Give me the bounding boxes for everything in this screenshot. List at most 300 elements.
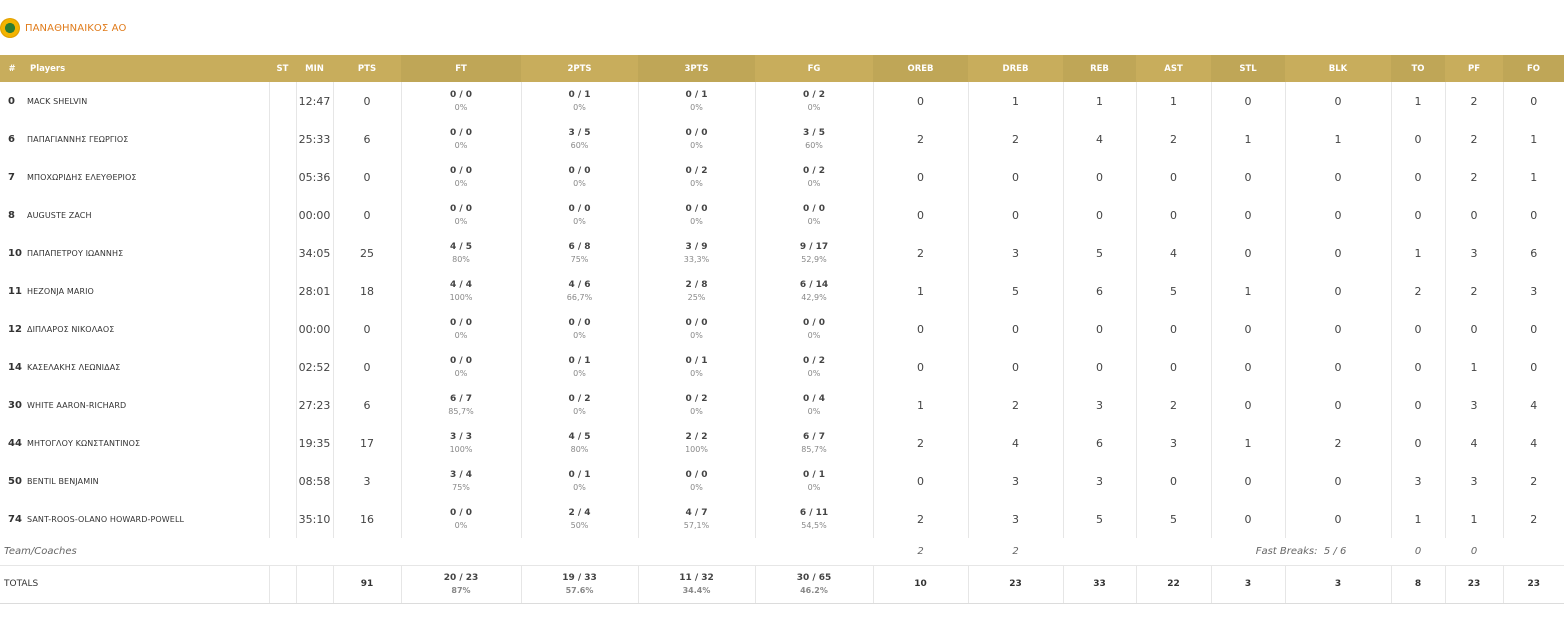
player-oreb: 0: [873, 82, 968, 120]
player-ast: 0: [1136, 158, 1211, 196]
player-points: 17: [333, 424, 401, 462]
player-fg: [755, 272, 873, 310]
player-points: 16: [333, 500, 401, 538]
player-fg-made-attempted: 6 / 7: [802, 431, 826, 442]
player-2pts: [521, 500, 638, 538]
totals-blk: 3: [1285, 565, 1391, 603]
player-dreb: 0: [968, 196, 1063, 234]
player-blk: 2: [1285, 424, 1391, 462]
player-fg: [755, 386, 873, 424]
player-ft-made-attempted: 0 / 0: [449, 355, 473, 366]
player-3pts: [638, 310, 755, 348]
player-to: 0: [1391, 120, 1445, 158]
player-ft-made-attempted: 0 / 0: [449, 507, 473, 518]
player-blk: 0: [1285, 82, 1391, 120]
player-to: 0: [1391, 158, 1445, 196]
col-header-players[interactable]: Players: [24, 55, 269, 82]
player-row: [0, 500, 1564, 538]
player-fo: 3: [1503, 272, 1564, 310]
player-stl: 0: [1211, 310, 1285, 348]
player-number: 7: [8, 171, 15, 183]
player-reb: 0: [1063, 310, 1136, 348]
player-blk: 0: [1285, 234, 1391, 272]
player-ft-percentage: 0%: [454, 330, 468, 340]
player-minutes: 19:35: [296, 424, 333, 462]
player-to: 2: [1391, 272, 1445, 310]
team-header: [0, 16, 126, 40]
player-fg: [755, 500, 873, 538]
player-2pts-percentage: 50%: [570, 520, 589, 530]
player-pf: 2: [1445, 82, 1503, 120]
player-stl: 0: [1211, 158, 1285, 196]
player-row: [0, 462, 1564, 500]
col-header-oreb[interactable]: OREB: [873, 55, 968, 82]
player-pf: 0: [1445, 196, 1503, 234]
player-blk: 0: [1285, 310, 1391, 348]
player-3pts: [638, 386, 755, 424]
player-row: [0, 272, 1564, 310]
player-number: 0: [8, 95, 15, 107]
player-3pts-made-attempted: 0 / 0: [685, 469, 708, 480]
player-3pts: [638, 234, 755, 272]
player-ft-made-attempted: 3 / 3: [449, 431, 473, 442]
player-minutes: 00:00: [296, 196, 333, 234]
player-points: 18: [333, 272, 401, 310]
totals-fg: 30 / 65 46.2%: [755, 565, 873, 603]
player-3pts: [638, 120, 755, 158]
player-2pts-made-attempted: 3 / 5: [568, 127, 591, 138]
player-number: 11: [8, 285, 22, 297]
player-fg: [755, 196, 873, 234]
player-name[interactable]: ΔΙΠΛΑΡΟΣ ΝΙΚΟΛΑΟΣ: [27, 324, 115, 334]
player-blk: 0: [1285, 386, 1391, 424]
player-fg-made-attempted: 0 / 4: [802, 393, 826, 404]
player-2pts-percentage: 0%: [573, 330, 586, 340]
player-ft-made-attempted: 4 / 4: [449, 279, 473, 290]
player-2pts-made-attempted: 0 / 1: [568, 469, 591, 480]
player-fo: 0: [1503, 310, 1564, 348]
player-starter: [269, 82, 296, 120]
player-name[interactable]: ΠΑΠΑΠΕΤΡΟΥ ΙΩΑΝΝΗΣ: [27, 248, 124, 258]
player-ft-percentage: 75%: [452, 482, 470, 492]
player-fg-made-attempted: 0 / 2: [802, 89, 826, 100]
player-to: 1: [1391, 82, 1445, 120]
player-to: 3: [1391, 462, 1445, 500]
player-pf: 3: [1445, 386, 1503, 424]
player-pf: 1: [1445, 500, 1503, 538]
player-3pts: [638, 424, 755, 462]
player-dreb: 3: [968, 234, 1063, 272]
player-name[interactable]: BENTIL BENJAMIN: [27, 476, 99, 486]
player-ft: [401, 310, 521, 348]
player-pf: 2: [1445, 272, 1503, 310]
player-blk: 0: [1285, 462, 1391, 500]
player-3pts-percentage: 100%: [685, 444, 708, 454]
player-pf: 2: [1445, 158, 1503, 196]
player-blk: 0: [1285, 158, 1391, 196]
player-ast: 0: [1136, 196, 1211, 234]
player-2pts: [521, 196, 638, 234]
player-3pts-made-attempted: 2 / 8: [685, 279, 708, 290]
player-fg-percentage: 60%: [805, 140, 823, 150]
player-pf: 2: [1445, 120, 1503, 158]
player-2pts: [521, 272, 638, 310]
player-blk: 0: [1285, 196, 1391, 234]
player-3pts-made-attempted: 0 / 0: [685, 203, 708, 214]
totals-ft: 20 / 23 87%: [401, 565, 521, 603]
player-3pts-percentage: 33,3%: [683, 254, 710, 264]
player-stl: 0: [1211, 500, 1285, 538]
team-crest-icon: [0, 18, 20, 38]
player-3pts: [638, 272, 755, 310]
player-3pts-percentage: 0%: [690, 216, 703, 226]
player-oreb: 2: [873, 234, 968, 272]
player-3pts-made-attempted: 0 / 0: [685, 127, 708, 138]
player-row: [0, 310, 1564, 348]
player-name[interactable]: SANT-ROOS-OLANO HOWARD-POWELL: [27, 514, 185, 524]
player-2pts: [521, 424, 638, 462]
player-fg-percentage: 0%: [807, 368, 821, 378]
player-fg: [755, 158, 873, 196]
player-pf: 1: [1445, 348, 1503, 386]
player-starter: [269, 348, 296, 386]
player-minutes: 00:00: [296, 310, 333, 348]
col-header-st[interactable]: ST: [269, 55, 296, 82]
player-fg-made-attempted: 0 / 2: [802, 355, 826, 366]
player-pf: 3: [1445, 462, 1503, 500]
totals-ast: 22: [1136, 565, 1211, 603]
player-fo: 0: [1503, 82, 1564, 120]
player-oreb: 0: [873, 158, 968, 196]
player-number: 12: [8, 323, 22, 335]
col-header-blk[interactable]: BLK: [1285, 55, 1391, 82]
player-starter: [269, 424, 296, 462]
col-header-fg[interactable]: FG: [755, 55, 873, 82]
player-dreb: 0: [968, 348, 1063, 386]
team-dreb: 2: [1012, 545, 1019, 557]
player-starter: [269, 120, 296, 158]
player-row: [0, 82, 1564, 120]
col-header-stl[interactable]: STL: [1211, 55, 1285, 82]
team-coaches-label: Team/Coaches: [4, 545, 77, 557]
col-header-3pts[interactable]: 3PTS: [638, 55, 755, 82]
boxscore-table: [0, 55, 1564, 604]
player-fo: 1: [1503, 158, 1564, 196]
totals-fo: 23: [1503, 565, 1564, 603]
col-header-reb[interactable]: REB: [1063, 55, 1136, 82]
totals-reb: 33: [1063, 565, 1136, 603]
player-ft: [401, 82, 521, 120]
player-fg-made-attempted: 6 / 11: [799, 507, 829, 518]
player-starter: [269, 272, 296, 310]
player-oreb: 1: [873, 272, 968, 310]
player-fo: 0: [1503, 196, 1564, 234]
player-3pts-percentage: 25%: [687, 292, 706, 302]
player-3pts-percentage: 57,1%: [683, 520, 710, 530]
player-number: 10: [8, 247, 22, 259]
player-name[interactable]: WHITE AARON-RICHARD: [27, 400, 127, 410]
player-ast: 5: [1136, 272, 1211, 310]
player-name[interactable]: ΜΗΤΟΓΛΟΥ ΚΩΝΣΤΑΝΤΙΝΟΣ: [27, 438, 141, 448]
player-starter: [269, 196, 296, 234]
player-reb: 3: [1063, 462, 1136, 500]
player-blk: 0: [1285, 500, 1391, 538]
player-3pts-made-attempted: 2 / 2: [685, 431, 708, 442]
player-ast: 0: [1136, 462, 1211, 500]
player-blk: 0: [1285, 272, 1391, 310]
player-reb: 0: [1063, 158, 1136, 196]
player-fg-percentage: 85,7%: [801, 444, 827, 454]
player-3pts-percentage: 0%: [690, 406, 703, 416]
player-ast: 5: [1136, 500, 1211, 538]
col-header-min[interactable]: MIN: [296, 55, 333, 82]
player-ast: 4: [1136, 234, 1211, 272]
player-2pts: [521, 348, 638, 386]
player-starter: [269, 158, 296, 196]
player-fg-percentage: 0%: [807, 482, 821, 492]
col-header-pts[interactable]: PTS: [333, 55, 401, 82]
player-row: [0, 424, 1564, 462]
player-2pts: [521, 234, 638, 272]
player-fo: 6: [1503, 234, 1564, 272]
player-ast: 2: [1136, 386, 1211, 424]
fast-breaks-value: 5 / 6: [1323, 545, 1347, 557]
player-fg-made-attempted: 0 / 1: [802, 469, 826, 480]
totals-stl: 3: [1211, 565, 1285, 603]
player-points: 0: [333, 82, 401, 120]
player-reb: 0: [1063, 196, 1136, 234]
player-stl: 0: [1211, 196, 1285, 234]
player-3pts-percentage: 0%: [690, 178, 703, 188]
player-name[interactable]: ΠΑΠΑΓΙΑΝΝΗΣ ΓΕΩΡΓΙΟΣ: [27, 134, 129, 144]
player-reb: 5: [1063, 500, 1136, 538]
player-ft-made-attempted: 0 / 0: [449, 89, 473, 100]
player-ft-made-attempted: 4 / 5: [449, 241, 473, 252]
col-header-fo[interactable]: FO: [1503, 55, 1564, 82]
col-header-ast[interactable]: AST: [1136, 55, 1211, 82]
player-dreb: 4: [968, 424, 1063, 462]
player-3pts: [638, 158, 755, 196]
player-2pts: [521, 310, 638, 348]
player-ft: [401, 196, 521, 234]
player-number: 30: [8, 399, 22, 411]
player-stl: 0: [1211, 462, 1285, 500]
player-3pts-percentage: 0%: [690, 368, 703, 378]
player-ft-percentage: 100%: [449, 444, 473, 454]
player-points: 6: [333, 120, 401, 158]
col-header-pf[interactable]: PF: [1445, 55, 1503, 82]
player-2pts-made-attempted: 0 / 1: [568, 89, 591, 100]
player-to: 0: [1391, 424, 1445, 462]
player-dreb: 5: [968, 272, 1063, 310]
player-fo: 4: [1503, 424, 1564, 462]
player-points: 0: [333, 310, 401, 348]
player-fg-percentage: 0%: [807, 216, 821, 226]
player-fg-made-attempted: 0 / 0: [802, 317, 826, 328]
player-stl: 0: [1211, 82, 1285, 120]
player-3pts-made-attempted: 0 / 1: [685, 355, 708, 366]
player-2pts-made-attempted: 6 / 8: [568, 241, 591, 252]
player-fo: 0: [1503, 348, 1564, 386]
player-reb: 4: [1063, 120, 1136, 158]
col-header-dreb[interactable]: DREB: [968, 55, 1063, 82]
totals-3pts: 11 / 32 34.4%: [638, 565, 755, 603]
player-2pts: [521, 82, 638, 120]
player-2pts: [521, 386, 638, 424]
player-3pts-made-attempted: 0 / 2: [685, 165, 708, 176]
player-minutes: 27:23: [296, 386, 333, 424]
player-minutes: 05:36: [296, 158, 333, 196]
player-2pts: [521, 462, 638, 500]
player-starter: [269, 234, 296, 272]
player-dreb: 0: [968, 310, 1063, 348]
player-fg-made-attempted: 0 / 2: [802, 165, 826, 176]
player-3pts-made-attempted: 0 / 0: [685, 317, 708, 328]
team-name[interactable]: ΠΑΝΑΘΗΝΑΙΚΟΣ ΑΟ: [25, 22, 127, 34]
player-2pts: [521, 158, 638, 196]
player-ft-percentage: 0%: [454, 140, 468, 150]
player-2pts-percentage: 0%: [573, 482, 586, 492]
player-fg: [755, 82, 873, 120]
player-2pts-made-attempted: 0 / 1: [568, 355, 591, 366]
player-2pts-percentage: 66,7%: [566, 292, 593, 302]
player-number: 8: [8, 209, 15, 221]
player-oreb: 1: [873, 386, 968, 424]
player-minutes: 34:05: [296, 234, 333, 272]
player-to: 0: [1391, 196, 1445, 234]
player-stl: 0: [1211, 234, 1285, 272]
player-to: 1: [1391, 500, 1445, 538]
player-starter: [269, 462, 296, 500]
player-ast: 0: [1136, 310, 1211, 348]
player-reb: 1: [1063, 82, 1136, 120]
player-stl: 1: [1211, 120, 1285, 158]
player-dreb: 2: [968, 386, 1063, 424]
player-oreb: 2: [873, 120, 968, 158]
player-ft-percentage: 0%: [454, 102, 468, 112]
player-reb: 6: [1063, 272, 1136, 310]
player-fg-made-attempted: 3 / 5: [802, 127, 826, 138]
player-ft-made-attempted: 6 / 7: [449, 393, 473, 404]
player-3pts-made-attempted: 0 / 2: [685, 393, 708, 404]
player-ast: 1: [1136, 82, 1211, 120]
player-minutes: 08:58: [296, 462, 333, 500]
player-minutes: 12:47: [296, 82, 333, 120]
player-fg-percentage: 52,9%: [801, 254, 827, 264]
player-minutes: 25:33: [296, 120, 333, 158]
player-name[interactable]: HEZONJA MARIO: [27, 286, 94, 296]
player-3pts-made-attempted: 0 / 1: [685, 89, 708, 100]
player-ft: [401, 234, 521, 272]
player-row: [0, 348, 1564, 386]
totals-dreb: 23: [968, 565, 1063, 603]
player-ft: [401, 158, 521, 196]
player-stl: 0: [1211, 386, 1285, 424]
player-stl: 0: [1211, 348, 1285, 386]
player-fg-percentage: 0%: [807, 178, 821, 188]
totals-pts: 91: [333, 565, 401, 603]
player-oreb: 2: [873, 500, 968, 538]
player-ft-percentage: 0%: [454, 368, 468, 378]
player-fo: 4: [1503, 386, 1564, 424]
player-2pts-percentage: 0%: [573, 178, 586, 188]
player-dreb: 3: [968, 500, 1063, 538]
player-oreb: 2: [873, 424, 968, 462]
col-header-to[interactable]: TO: [1391, 55, 1445, 82]
player-2pts-percentage: 80%: [570, 444, 589, 454]
player-name[interactable]: ΜΠΟΧΩΡΙΔΗΣ ΕΛΕΥΘΕΡΙΟΣ: [27, 172, 137, 182]
player-fg: [755, 462, 873, 500]
player-minutes: 35:10: [296, 500, 333, 538]
player-blk: 1: [1285, 120, 1391, 158]
player-ft: [401, 120, 521, 158]
player-name[interactable]: AUGUSTE ZACH: [27, 210, 92, 220]
team-oreb: 2: [917, 545, 924, 557]
player-3pts-percentage: 0%: [690, 102, 703, 112]
player-3pts-made-attempted: 3 / 9: [685, 241, 708, 252]
player-ft-made-attempted: 3 / 4: [449, 469, 473, 480]
player-number: 74: [8, 513, 22, 525]
player-ft-made-attempted: 0 / 0: [449, 165, 473, 176]
player-dreb: 2: [968, 120, 1063, 158]
player-starter: [269, 386, 296, 424]
player-fg: [755, 234, 873, 272]
player-ft-percentage: 0%: [454, 520, 468, 530]
player-points: 3: [333, 462, 401, 500]
col-header-ft[interactable]: FT: [401, 55, 521, 82]
player-3pts: [638, 196, 755, 234]
player-oreb: 0: [873, 310, 968, 348]
player-points: 6: [333, 386, 401, 424]
player-row: [0, 196, 1564, 234]
player-points: 0: [333, 196, 401, 234]
player-starter: [269, 310, 296, 348]
player-row: [0, 386, 1564, 424]
player-2pts-made-attempted: 0 / 2: [568, 393, 591, 404]
player-oreb: 0: [873, 348, 968, 386]
player-to: 0: [1391, 310, 1445, 348]
player-3pts: [638, 500, 755, 538]
player-name[interactable]: ΚΑΣΕΛΑΚΗΣ ΛΕΩΝΙΔΑΣ: [27, 362, 121, 372]
player-stl: 1: [1211, 272, 1285, 310]
player-fg: [755, 120, 873, 158]
player-ft: [401, 462, 521, 500]
player-ft: [401, 386, 521, 424]
col-header-2pts[interactable]: 2PTS: [521, 55, 638, 82]
player-blk: 0: [1285, 348, 1391, 386]
player-fo: 2: [1503, 462, 1564, 500]
player-stl: 1: [1211, 424, 1285, 462]
player-minutes: 28:01: [296, 272, 333, 310]
totals-pf: 23: [1445, 565, 1503, 603]
player-minutes: 02:52: [296, 348, 333, 386]
player-3pts: [638, 348, 755, 386]
player-fg-made-attempted: 9 / 17: [799, 241, 829, 252]
player-to: 0: [1391, 348, 1445, 386]
player-to: 1: [1391, 234, 1445, 272]
fast-breaks-label: Fast Breaks:: [1255, 545, 1318, 557]
team-pf: 0: [1470, 545, 1478, 557]
player-name[interactable]: MACK SHELVIN: [27, 96, 88, 106]
player-3pts: [638, 82, 755, 120]
player-dreb: 1: [968, 82, 1063, 120]
player-3pts: [638, 462, 755, 500]
player-reb: 0: [1063, 348, 1136, 386]
player-ft-made-attempted: 0 / 0: [449, 127, 473, 138]
player-fg-percentage: 0%: [807, 102, 821, 112]
player-oreb: 0: [873, 196, 968, 234]
col-header-number[interactable]: #: [0, 55, 24, 82]
